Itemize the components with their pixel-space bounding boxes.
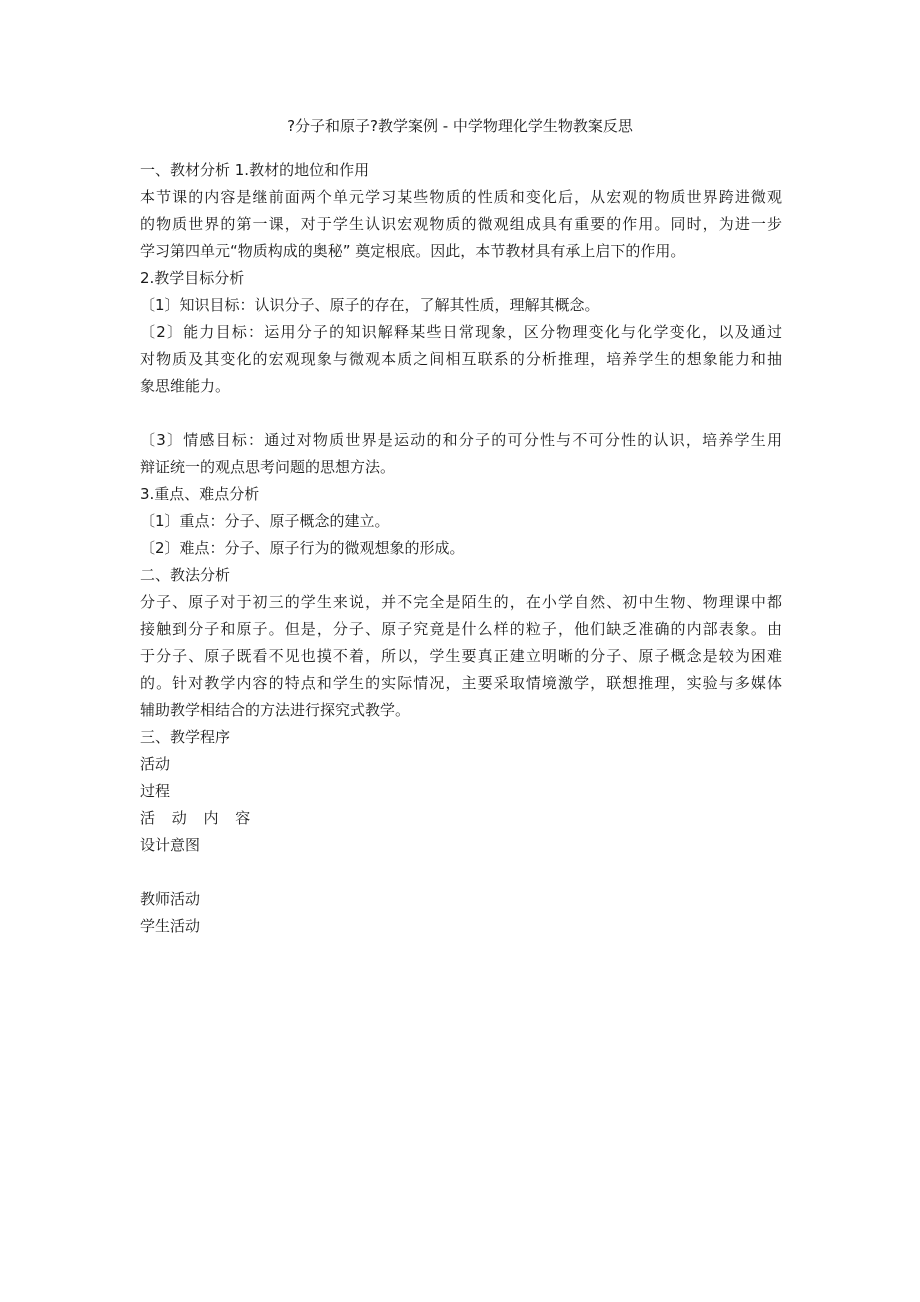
section3-heading: 三、教学程序 <box>140 728 231 746</box>
section2-heading: 二、教法分析 <box>140 566 231 584</box>
section2-para-line: 的。针对教学内容的特点和学生的实际情况，主要采取情境激学，联想推理，实验与多媒体 <box>140 674 782 692</box>
keypoints-heading: 3.重点、难点分析 <box>140 485 260 503</box>
document-body <box>140 157 782 940</box>
section1-heading: 一、教材分析 1.教材的地位和作用 <box>140 161 370 179</box>
document-title: ?分子和原子?教学案例 - 中学物理化学生物教案反思 <box>287 117 633 135</box>
table-label-process: 过程 <box>140 782 171 800</box>
goal-ability-line: 对物质及其变化的宏观现象与微观本质之间相互联系的分析推理，培养学生的想象能力和抽 <box>140 350 782 368</box>
section2-para-line: 于分子、原子既看不见也摸不着，所以，学生要真正建立明晰的分子、原子概念是较为困难 <box>140 647 782 665</box>
section2-para-line: 分子、原子对于初三的学生来说，并不完全是陌生的，在小学自然、初中生物、物理课中都 <box>140 593 782 611</box>
goal-emotion-line: 〔3〕情感目标：通过对物质世界是运动的和分子的可分性与不可分性的认识，培养学生用 <box>140 431 782 449</box>
table-label-intent: 设计意图 <box>140 836 201 854</box>
section1-para-line: 本节课的内容是继前面两个单元学习某些物质的性质和变化后，从宏观的物质世界跨进微观 <box>140 188 782 206</box>
table-label-student: 学生活动 <box>140 917 201 935</box>
goals-heading: 2.教学目标分析 <box>140 269 245 287</box>
keypoint-focus: 〔1〕重点：分子、原子概念的建立。 <box>140 512 390 530</box>
goal-knowledge: 〔1〕知识目标：认识分子、原子的存在，了解其性质，理解其概念。 <box>140 296 600 314</box>
section1-para-line: 的物质世界的第一课，对于学生认识宏观物质的微观组成具有重要的作用。同时，为进一步 <box>140 215 782 233</box>
keypoint-difficulty: 〔2〕难点：分子、原子行为的微观想象的形成。 <box>140 539 465 557</box>
table-label-content: 活 动 内 容 <box>140 809 257 827</box>
goal-emotion-line: 辩证统一的观点思考问题的思想方法。 <box>140 458 396 476</box>
section1-para-line: 学习第四单元“物质构成的奥秘” 奠定根底。因此，本节教材具有承上启下的作用。 <box>140 242 686 260</box>
paragraph-gap <box>140 859 782 886</box>
paragraph-gap <box>140 400 782 427</box>
table-label-teacher: 教师活动 <box>140 890 201 908</box>
goal-ability-line: 象思维能力。 <box>140 377 231 395</box>
section2-para-line: 辅助教学相结合的方法进行探究式教学。 <box>140 701 411 719</box>
section2-para-line: 接触到分子和原子。但是，分子、原子究竟是什么样的粒子，他们缺乏准确的内部表象。由 <box>140 620 782 638</box>
table-label-activity: 活动 <box>140 755 171 773</box>
goal-ability-line: 〔2〕能力目标：运用分子的知识解释某些日常现象，区分物理变化与化学变化，以及通过 <box>140 323 782 341</box>
